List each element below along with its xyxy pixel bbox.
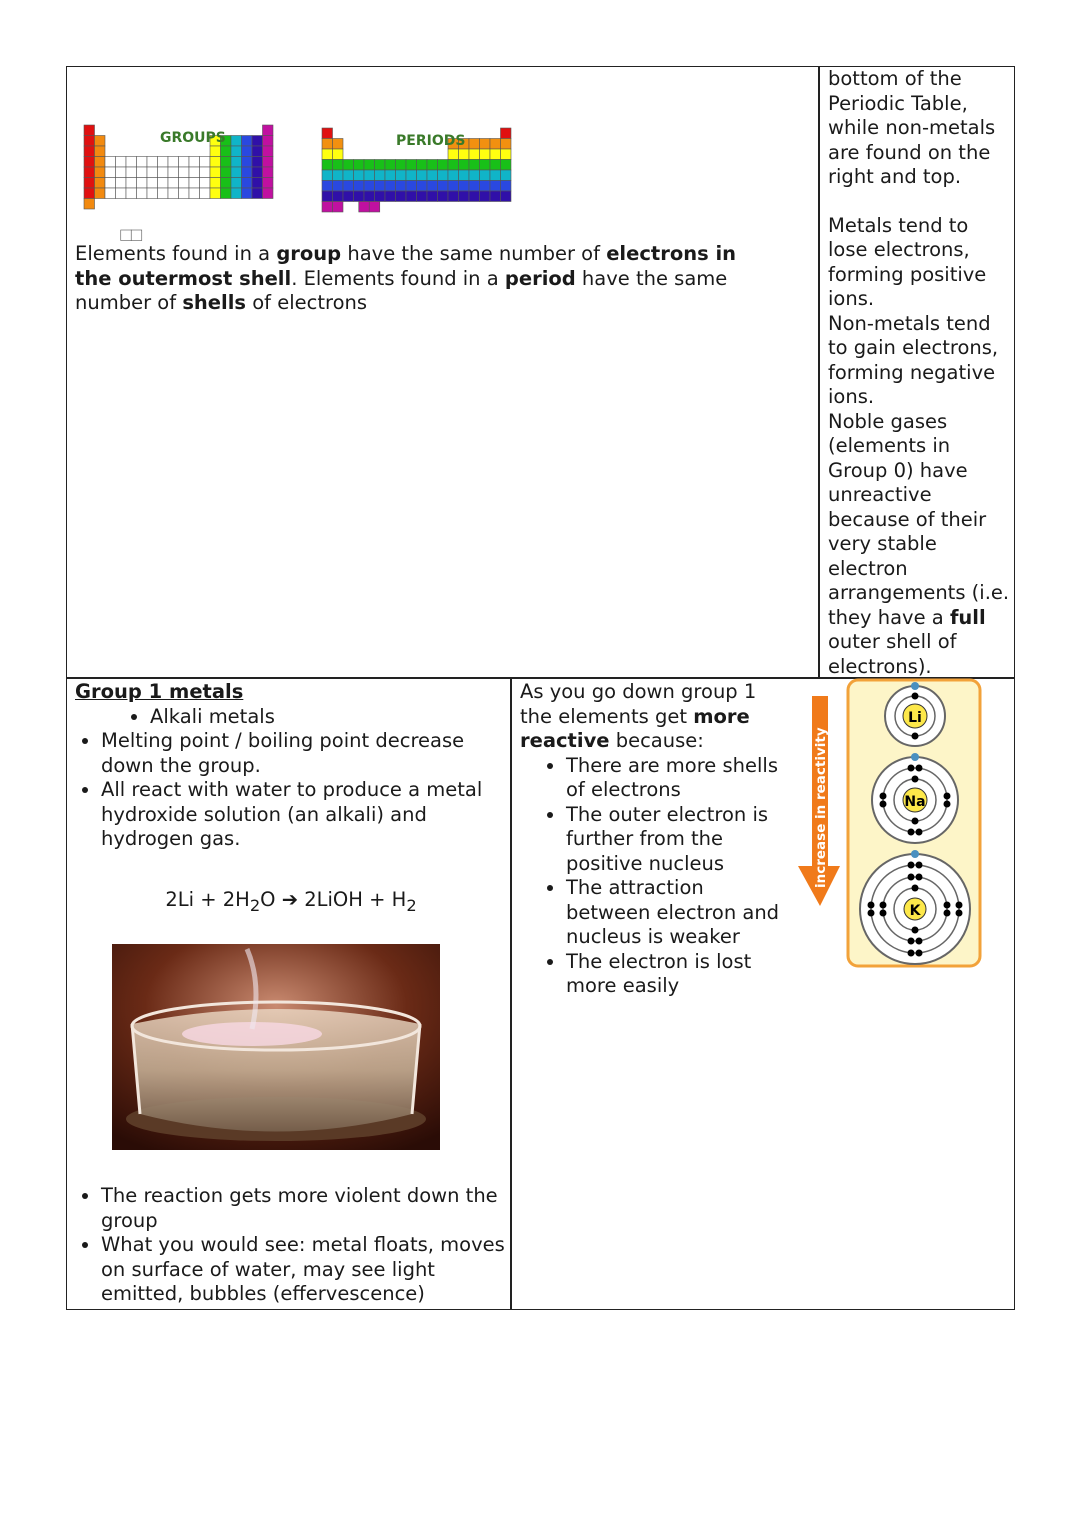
metals-nonmetals-text: bottom of the Periodic Table, while non-metals are found on the right and top. Metals tend to lose electrons, forming positive ions. Non-metals tend to gain electrons, forming negative ions. Noble gases (elements in Group 0) have unreactive because of their very stable electron arrangements (i.e. they have a full outer shell of electrons). xyxy=(828,67,1010,678)
group1-bullet: • What you would see: metal floats, moves on surface of water, may see light emitted, bubbles (effervescence) xyxy=(101,1233,507,1307)
reactivity-reason: • The attraction between electron and nucleus is weaker xyxy=(566,876,780,950)
periodic-table-figure xyxy=(82,122,552,242)
reactivity-section: As you go down group 1 the elements get more reactive because: • There are more shells of electrons • The outer electron is further from the positive nucleus • The attraction between electron and nucleus is weaker • The electron is lost more easily xyxy=(520,680,780,999)
notes-page xyxy=(66,66,1015,1310)
group1-bullet: • All react with water to produce a metal hydroxide solution (an alkali) and hydrogen gas. xyxy=(101,778,507,852)
alkali-atoms-diagram xyxy=(794,676,984,972)
lithium-reaction-photo xyxy=(112,944,440,1150)
reactivity-reason: • The outer electron is further from the positive nucleus xyxy=(566,803,780,877)
group1-bullet: • Melting point / boiling point decrease down the group. xyxy=(101,729,507,778)
reactivity-reason: • The electron is lost more easily xyxy=(566,950,780,999)
lithium-water-equation: $2Li + 2H_2O$ ➔ 2LiOH + $H_2$ xyxy=(165,887,417,915)
svg-text:Li: Li xyxy=(908,710,922,726)
svg-text:Na: Na xyxy=(904,794,926,810)
svg-text:increase in reactivity: increase in reactivity xyxy=(813,727,829,888)
group1-section xyxy=(75,680,507,1307)
periods-label: PERIODS xyxy=(396,133,466,149)
reactivity-reason: • There are more shells of electrons xyxy=(566,754,780,803)
groups-periods-text: Elements found in a group have the same number of electrons in the outermost shell. Elements found in a period have the same number of shells of electrons xyxy=(75,242,737,314)
group1-title: Group 1 metals xyxy=(75,680,244,703)
svg-text:K: K xyxy=(909,903,921,919)
group1-bullet: • The reaction gets more violent down the group xyxy=(101,1184,507,1233)
groups-label: GROUPS xyxy=(160,130,226,146)
reactivity-arrow-icon xyxy=(798,696,840,906)
group1-sub-bullet: • Alkali metals xyxy=(150,705,507,730)
